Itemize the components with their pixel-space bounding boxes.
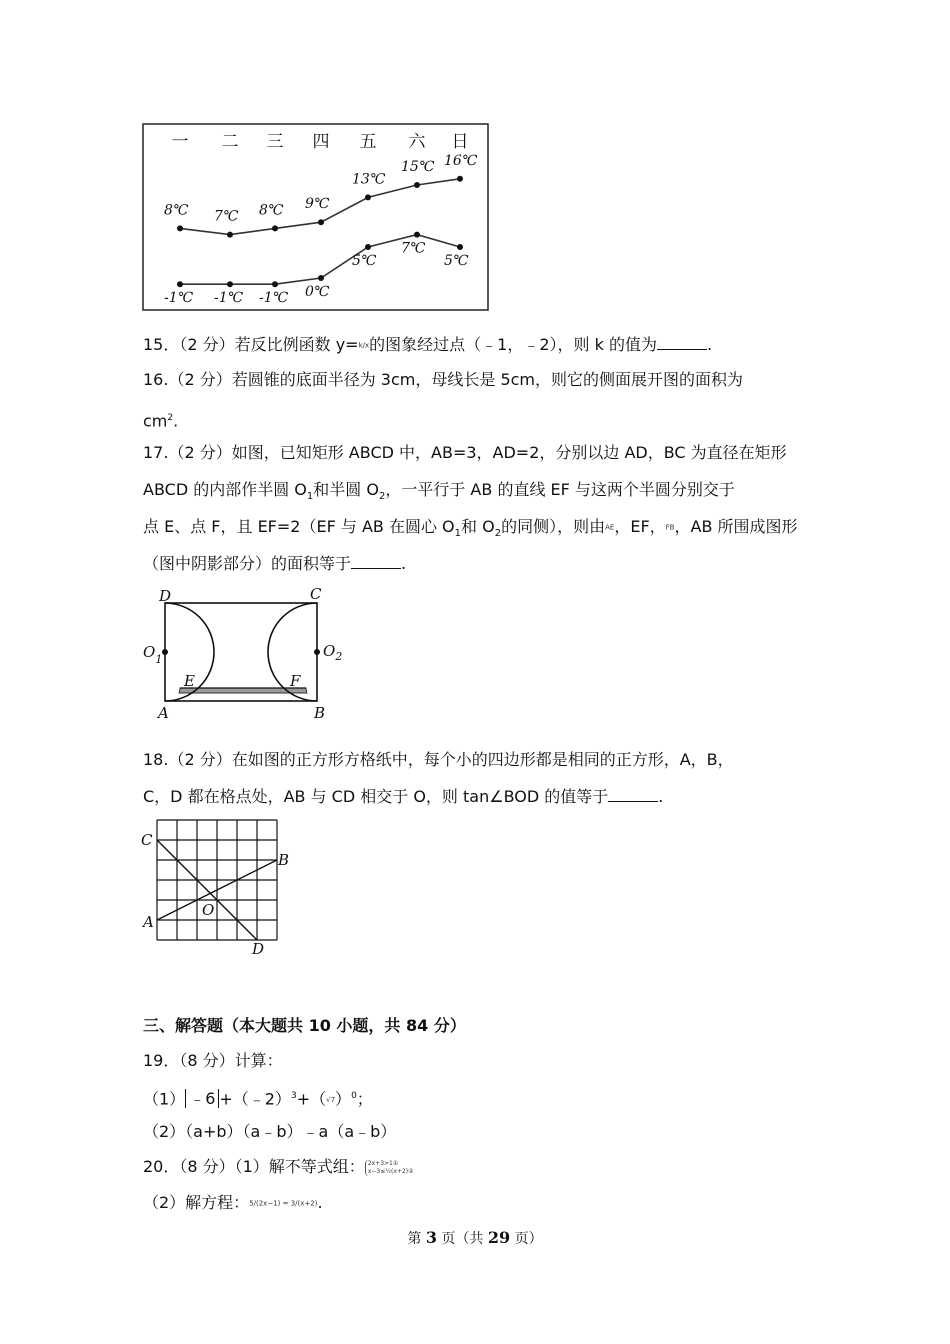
footer-prefix: 第 <box>407 1231 426 1247</box>
high-temp-label: 13℃ <box>352 171 386 188</box>
high-temp-point <box>365 194 371 200</box>
q20-ineq-1: 2x+3>1① <box>367 1159 399 1167</box>
answer-blank <box>657 335 707 350</box>
question-16-cont <box>143 407 178 432</box>
q17-arc-ae: AE <box>605 523 615 532</box>
q20-title-text: 20．（8 分）（1）解不等式组： <box>143 1157 365 1176</box>
label-b: B <box>314 704 326 722</box>
low-temp-point <box>318 275 324 281</box>
low-temp-label: 7℃ <box>401 240 426 257</box>
q16-unit-sup: 2 <box>167 413 174 423</box>
q19-p1-mid: +（﹣2） <box>219 1089 291 1109</box>
question-19-part1 <box>143 1085 373 1111</box>
weekday-label: 三 <box>266 132 284 152</box>
low-temp-point <box>177 281 183 287</box>
high-temp-label: 8℃ <box>164 202 189 219</box>
low-temp-label: 5℃ <box>444 253 469 269</box>
q19-p1-sup: 3 <box>290 1091 297 1101</box>
label-e: E <box>184 672 195 690</box>
q16-end: . <box>173 411 179 431</box>
high-temp-label: 15℃ <box>401 159 435 175</box>
q16-unit: cm <box>143 411 168 431</box>
q15-fraction: k/x <box>358 341 370 350</box>
answer-blank <box>351 554 401 569</box>
low-temp-point <box>227 281 233 287</box>
q19-p1-plus: +（ <box>296 1089 327 1109</box>
q18-end: . <box>658 787 664 806</box>
footer-total-pages: 29 <box>487 1228 511 1247</box>
label-o: O <box>202 901 215 919</box>
label-c: C <box>141 831 153 849</box>
question-15 <box>143 334 712 357</box>
q19-p1-prefix: （1） <box>143 1089 186 1109</box>
q20-inequality-system <box>365 1160 414 1176</box>
label-d: D <box>252 940 265 958</box>
high-temp-point <box>177 225 183 231</box>
question-20-part2 <box>143 1192 323 1215</box>
q20-end: . <box>317 1193 323 1212</box>
q15-prefix: 15．（2 分）若反比例函数 y= <box>143 335 359 354</box>
high-temp-point <box>457 176 463 182</box>
low-temp-label: -1℃ <box>259 290 289 307</box>
q19-root: √7 <box>326 1095 336 1104</box>
weather-chart-figure <box>142 123 490 313</box>
weekday-label: 五 <box>359 132 377 152</box>
q17-text2a: ABCD 的内部作半圆 O <box>143 480 307 499</box>
low-temp-point <box>365 244 371 250</box>
low-temp-point <box>414 232 420 238</box>
label-f: F <box>290 672 301 690</box>
low-temp-point <box>457 244 463 250</box>
low-temp-label: 0℃ <box>305 284 330 300</box>
weekday-label: 四 <box>312 132 330 152</box>
question-17-line3 <box>143 516 798 545</box>
question-19-part2: （2）（a+b）（a﹣b）﹣a（a﹣b） <box>143 1122 397 1141</box>
q17-arc-fb: FB <box>665 523 675 532</box>
high-temp-label: 8℃ <box>259 202 284 219</box>
q18-text1: 18.（2 分）在如图的正方形方格纸中，每个小的四边形都是相同的正方形，A，B， <box>143 750 734 769</box>
q17-sub: 2 <box>494 528 502 540</box>
q19-p1-sup2: 0 <box>351 1091 357 1101</box>
q15-end: . <box>706 335 713 354</box>
rectangle-semicircles-figure <box>140 585 355 725</box>
q17-text3b: 和 O <box>461 517 495 536</box>
question-18-line1 <box>143 749 734 771</box>
q15-suffix: 的图象经过点（﹣1，﹣2），则 k 的值为 <box>369 335 657 354</box>
question-20-title <box>143 1156 414 1178</box>
low-temp-label: -1℃ <box>164 290 194 307</box>
weekday-label: 日 <box>451 132 469 152</box>
question-18-line2 <box>143 786 663 808</box>
q17-sub: 1 <box>454 528 462 540</box>
q16-line1: 16.（2 分）若圆锥的底面半径为 3cm，母线长是 5cm，则它的侧面展开图的面积为 <box>143 370 744 389</box>
question-17-line1 <box>143 442 787 464</box>
label-o1: $O_1$ <box>143 643 163 666</box>
line-cd <box>157 840 257 940</box>
q20-equation: 5/(2x−1) = 3/(x+2) <box>249 1199 318 1208</box>
q19-p1-end: ； <box>356 1089 373 1109</box>
question-19-title: 19．（8 分）计算： <box>143 1051 283 1070</box>
q20-ineq-2: x−3≤½(x+2)② <box>367 1167 414 1175</box>
weekday-label: 一 <box>171 132 189 152</box>
high-temp-point <box>227 232 233 238</box>
q19-abs-value: ﹣6 <box>185 1089 219 1108</box>
q17-text4: （图中阴影部分）的面积等于 <box>143 554 352 573</box>
q17-end: . <box>401 554 407 573</box>
label-d: D <box>159 587 172 605</box>
q17-text1: 17.（2 分）如图，已知矩形 ABCD 中，AB=3，AD=2，分别以边 AD，BC 为直径在矩形 <box>143 443 787 462</box>
q17-text2c: ，一平行于 AB 的直线 EF 与这两个半圆分别交于 <box>385 480 735 499</box>
high-temp-point <box>414 182 420 188</box>
high-temp-label: 16℃ <box>444 152 478 169</box>
q17-sub: 1 <box>306 491 314 503</box>
low-temp-label: -1℃ <box>214 290 244 307</box>
point-o1 <box>162 649 168 655</box>
label-b: B <box>278 851 290 869</box>
q17-text3e: ，AB 所围成图形 <box>674 517 798 536</box>
q17-text3a: 点 E、点 F，且 EF=2（EF 与 AB 在圆心 O <box>143 517 455 536</box>
high-temp-label: 7℃ <box>214 208 239 225</box>
point-o2 <box>314 649 320 655</box>
q18-text2: C，D 都在格点处，AB 与 CD 相交于 O，则 tan∠BOD 的值等于 <box>143 787 609 806</box>
high-temp-label: 9℃ <box>305 196 330 213</box>
q20-p2-prefix: （2）解方程： <box>143 1193 250 1212</box>
label-o2: $O_2$ <box>323 642 343 663</box>
q19-p1-close: ） <box>335 1089 352 1109</box>
answer-blank <box>608 787 658 802</box>
page-footer <box>0 1228 950 1248</box>
question-16 <box>143 369 743 391</box>
label-a: A <box>143 913 154 931</box>
high-temp-point <box>272 225 278 231</box>
label-a: A <box>158 704 169 722</box>
weekday-label: 二 <box>221 132 239 152</box>
low-temp-label: 5℃ <box>352 253 377 269</box>
footer-suffix: 页） <box>510 1231 543 1247</box>
question-17-line2 <box>143 479 735 508</box>
q17-text3d: ，EF， <box>614 517 666 536</box>
footer-mid: 页（共 <box>436 1231 488 1247</box>
question-17-line4 <box>143 553 406 575</box>
q17-sub: 2 <box>378 491 386 503</box>
q17-text2b: 和半圆 O <box>313 480 379 499</box>
weekday-label: 六 <box>408 132 426 152</box>
high-temp-point <box>318 219 324 225</box>
grid-figure <box>140 815 300 960</box>
label-c: C <box>310 585 322 603</box>
section-3-heading: 三、解答题（本大题共 10 小题，共 84 分） <box>143 1016 466 1035</box>
q17-text3c: 的同侧），则由 <box>501 517 606 536</box>
low-temp-point <box>272 281 278 287</box>
footer-page-number: 3 <box>425 1228 437 1247</box>
